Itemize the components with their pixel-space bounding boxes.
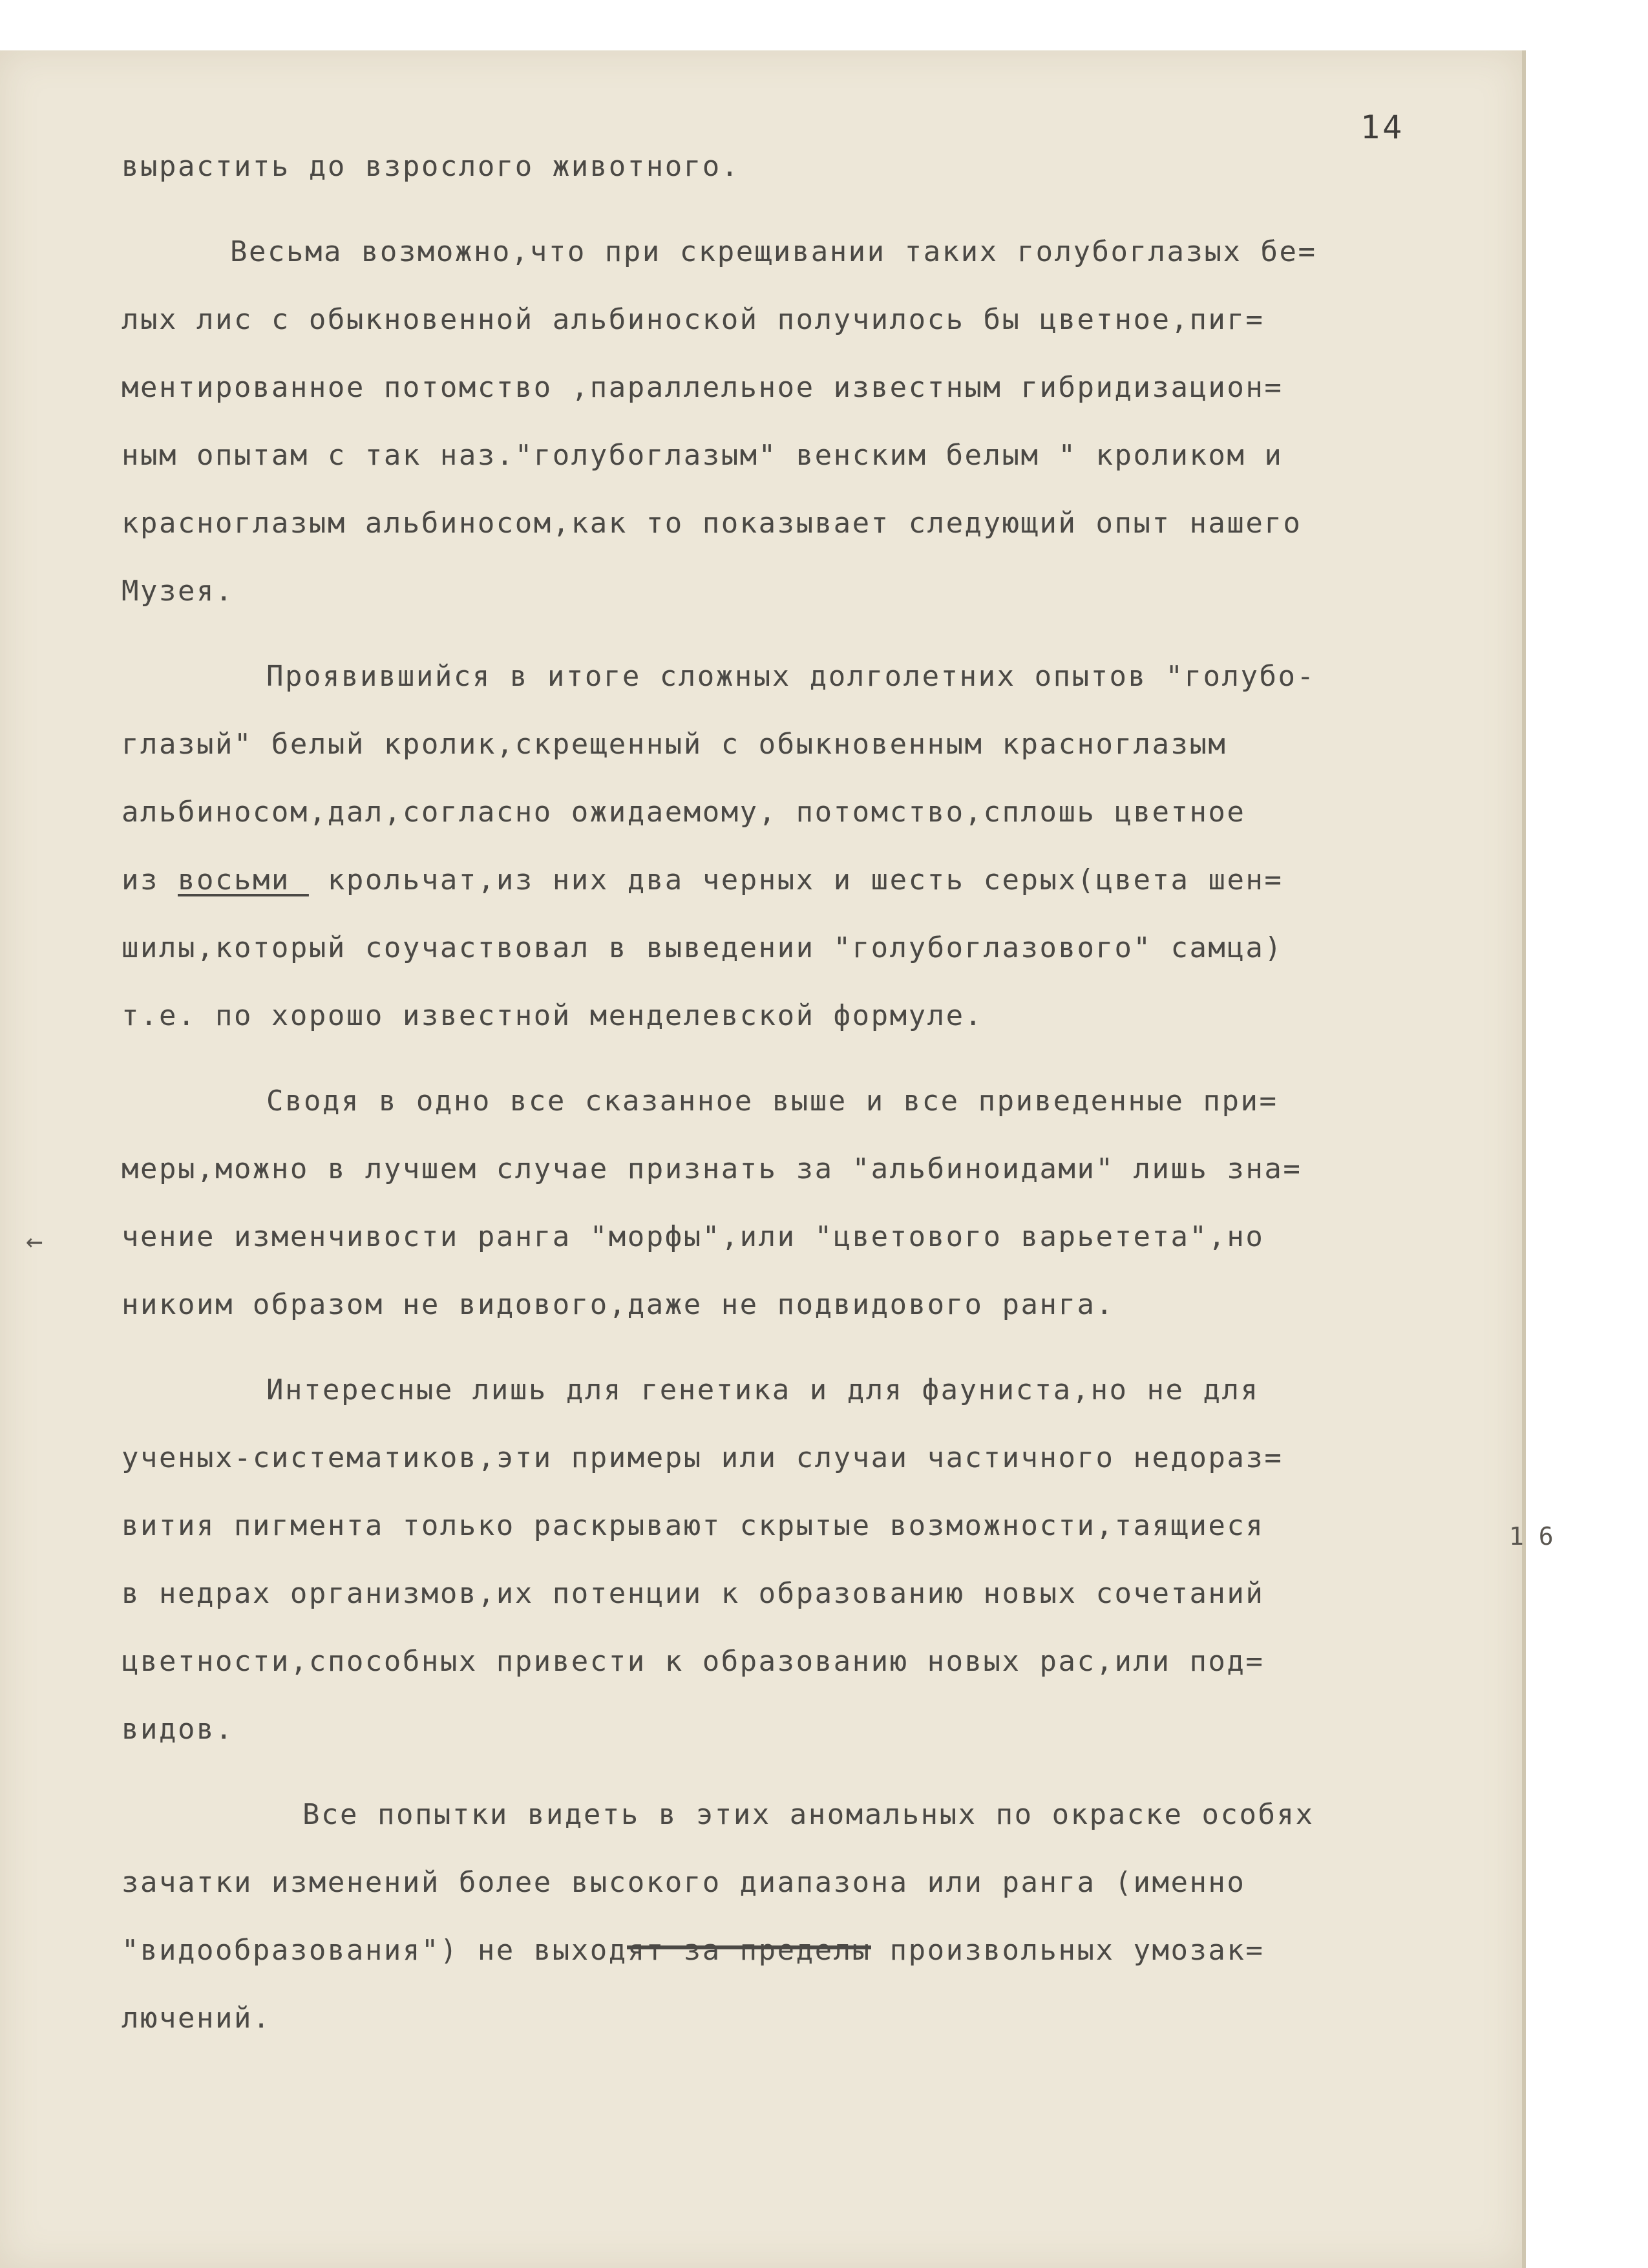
text-line [121,1695,1505,1781]
text-line [121,286,1505,354]
text-segment: Интересные лишь для генетика и для фауниста,но не для [266,1373,1260,1406]
typewritten-text [121,132,1505,2070]
text-segment: Проявившийся в итоге сложных долголетних опытов "голубо- [266,660,1316,693]
text-segment: т.е. по хорошо известной менделевской формуле. [121,999,984,1032]
text-line [121,642,1505,710]
text-segment: "видообразования") не выходят за пределы произвольных умозак= [121,1934,1265,1967]
text-segment: из [121,864,178,896]
text-line [121,1849,1505,1916]
margin-arrow-mark: ← [26,1225,43,1258]
text-line [121,1203,1505,1271]
text-line [121,354,1505,421]
text-segment: ученых-систематиков,эти примеры или случаи частичного недораз= [121,1441,1284,1474]
text-segment: видов. [121,1713,234,1746]
text-segment: никоим образом не видового,даже не подвидового ранга. [121,1288,1115,1321]
text-line [121,1916,1505,1984]
text-segment: Музея. [121,575,234,608]
text-line [121,914,1505,982]
text-segment: Весьма возможно,что при скрещивании таких голубоглазых бе= [230,235,1317,268]
text-segment: в недрах организмов,их потенции к образованию новых сочетаний [121,1577,1265,1610]
text-segment: лючений. [121,2002,271,2035]
text-line [121,489,1505,557]
text-segment: меры,можно в лучшем случае признать за "альбиноидами" лишь зна= [121,1152,1302,1185]
text-segment: альбиносом,дал,согласно ожидаемому, потомство,сплошь цветное [121,796,1246,829]
underlined-word: восьми [177,864,309,896]
text-line [121,846,1505,914]
text-segment: шилы,который соучаствовал в выведении "голубоглазового" самца) [121,931,1284,964]
text-line [121,557,1505,642]
text-segment: цветности,способных привести к образованию новых рас,или под= [121,1645,1265,1678]
text-line [121,132,1505,218]
text-line [121,421,1505,489]
edge-mark: 1 6 [1509,1522,1554,1551]
text-segment: Сводя в одно все сказанное выше и все приведенные при= [266,1085,1278,1118]
text-segment: красноглазым альбиносом,как то показывает следующий опыт нашего [121,507,1302,540]
text-line [121,1560,1505,1627]
paper-edge [1522,50,1526,2268]
text-line [121,1067,1505,1135]
end-of-text-rule [627,1945,871,1949]
text-segment: ным опытам с так наз."голубоглазым" венским белым " кроликом и [121,439,1284,472]
text-line [121,1984,1505,2070]
text-segment: вития пигмента только раскрывают скрытые возможности,таящиеся [121,1509,1265,1542]
text-segment: ментированное потомство ,параллельное известным гибридизацион= [121,371,1284,404]
text-segment: Все попытки видеть в этих аномальных по окраске особях [302,1798,1315,1831]
text-line [121,778,1505,846]
text-line [121,1781,1505,1849]
text-line [121,1627,1505,1695]
text-line [121,1492,1505,1560]
text-line [121,218,1505,286]
text-line [121,1356,1505,1424]
text-segment: вырастить до взрослого животного. [121,150,740,183]
text-segment: зачатки изменений более высокого диапазона или ранга (именно [121,1866,1246,1899]
text-line [121,1135,1505,1203]
text-segment: глазый" белый кролик,скрещенный с обыкновенным красноглазым [121,728,1227,761]
text-segment: лых лис с обыкновенной альбиноской получилось бы цветное,пиг= [121,303,1265,336]
text-line [121,982,1505,1067]
text-line [121,1424,1505,1492]
page-number: 14 [1360,109,1405,146]
text-line [121,1271,1505,1356]
text-segment: чение изменчивости ранга "морфы",или "цветового варьетета",но [121,1220,1265,1253]
text-line [121,710,1505,778]
text-segment: крольчат,из них два черных и шесть серых(цвета шен= [308,864,1284,896]
